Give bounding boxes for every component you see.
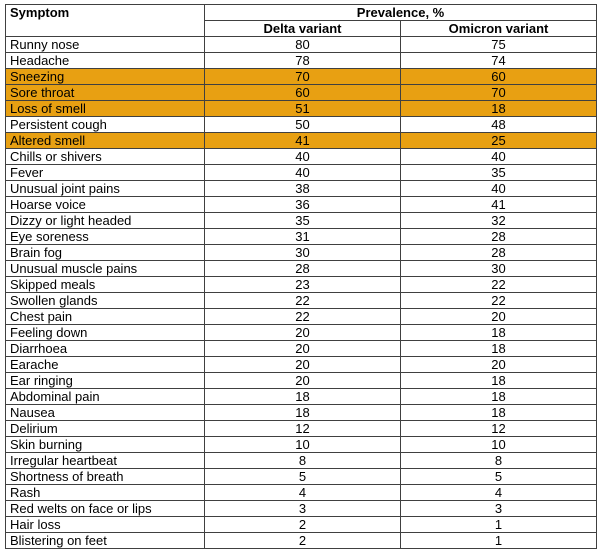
omicron-value-cell: 20 [401,309,597,325]
delta-value-cell: 18 [205,389,401,405]
table-row [6,245,597,261]
omicron-value-cell: 25 [401,133,597,149]
omicron-value-cell: 10 [401,437,597,453]
omicron-value-cell: 40 [401,181,597,197]
delta-value-cell: 20 [205,373,401,389]
table-row [6,69,597,85]
symptom-cell: Nausea [6,405,205,421]
symptom-cell: Unusual joint pains [6,181,205,197]
delta-value-cell: 12 [205,421,401,437]
omicron-value-cell: 5 [401,469,597,485]
symptom-cell: Red welts on face or lips [6,501,205,517]
symptom-prevalence-table [5,4,597,549]
omicron-value-cell: 41 [401,197,597,213]
delta-value-cell: 40 [205,165,401,181]
symptom-cell: Swollen glands [6,293,205,309]
delta-value-cell: 40 [205,149,401,165]
delta-value-cell: 8 [205,453,401,469]
omicron-value-cell: 30 [401,261,597,277]
symptom-cell: Sore throat [6,85,205,101]
symptom-cell: Ear ringing [6,373,205,389]
symptom-cell: Rash [6,485,205,501]
omicron-value-cell: 22 [401,293,597,309]
symptom-cell: Skipped meals [6,277,205,293]
symptom-table-container [5,4,597,549]
omicron-value-cell: 35 [401,165,597,181]
delta-value-cell: 20 [205,325,401,341]
table-row [6,85,597,101]
omicron-value-cell: 74 [401,53,597,69]
delta-value-cell: 20 [205,341,401,357]
omicron-value-cell: 18 [401,341,597,357]
delta-value-cell: 28 [205,261,401,277]
omicron-value-cell: 40 [401,149,597,165]
delta-value-cell: 22 [205,309,401,325]
table-row [6,325,597,341]
omicron-value-cell: 22 [401,277,597,293]
table-row [6,181,597,197]
delta-value-cell: 18 [205,405,401,421]
table-row [6,277,597,293]
omicron-variant-header: Omicron variant [401,21,597,37]
delta-value-cell: 78 [205,53,401,69]
table-row [6,197,597,213]
delta-value-cell: 2 [205,533,401,549]
omicron-value-cell: 18 [401,405,597,421]
symptom-cell: Chills or shivers [6,149,205,165]
header-row-top [6,5,597,21]
delta-value-cell: 38 [205,181,401,197]
delta-value-cell: 23 [205,277,401,293]
symptom-cell: Unusual muscle pains [6,261,205,277]
prevalence-header: Prevalence, % [205,5,597,21]
symptom-cell: Brain fog [6,245,205,261]
symptom-cell: Persistent cough [6,117,205,133]
omicron-value-cell: 18 [401,389,597,405]
table-row [6,293,597,309]
symptom-cell: Diarrhoea [6,341,205,357]
omicron-value-cell: 20 [401,357,597,373]
omicron-value-cell: 8 [401,453,597,469]
symptom-cell: Chest pain [6,309,205,325]
symptom-header: Symptom [6,5,205,37]
symptom-cell: Skin burning [6,437,205,453]
symptom-cell: Hair loss [6,517,205,533]
symptom-cell: Loss of smell [6,101,205,117]
delta-value-cell: 30 [205,245,401,261]
table-row [6,133,597,149]
omicron-value-cell: 18 [401,325,597,341]
table-row [6,501,597,517]
omicron-value-cell: 1 [401,517,597,533]
delta-value-cell: 41 [205,133,401,149]
symptom-cell: Runny nose [6,37,205,53]
omicron-value-cell: 12 [401,421,597,437]
table-row [6,389,597,405]
table-row [6,485,597,501]
table-row [6,165,597,181]
table-row [6,117,597,133]
symptom-cell: Hoarse voice [6,197,205,213]
omicron-value-cell: 28 [401,229,597,245]
delta-value-cell: 10 [205,437,401,453]
table-row [6,517,597,533]
omicron-value-cell: 4 [401,485,597,501]
omicron-value-cell: 18 [401,373,597,389]
delta-value-cell: 5 [205,469,401,485]
table-row [6,405,597,421]
table-row [6,309,597,325]
table-row [6,357,597,373]
table-row [6,533,597,549]
table-row [6,53,597,69]
omicron-value-cell: 18 [401,101,597,117]
table-row [6,437,597,453]
delta-value-cell: 3 [205,501,401,517]
omicron-value-cell: 75 [401,37,597,53]
delta-value-cell: 36 [205,197,401,213]
omicron-value-cell: 32 [401,213,597,229]
symptom-cell: Delirium [6,421,205,437]
delta-value-cell: 4 [205,485,401,501]
table-row [6,373,597,389]
symptom-cell: Blistering on feet [6,533,205,549]
symptom-cell: Headache [6,53,205,69]
table-row [6,261,597,277]
table-row [6,213,597,229]
omicron-value-cell: 70 [401,85,597,101]
delta-value-cell: 22 [205,293,401,309]
delta-value-cell: 51 [205,101,401,117]
delta-value-cell: 2 [205,517,401,533]
symptom-cell: Dizzy or light headed [6,213,205,229]
table-row [6,101,597,117]
table-row [6,421,597,437]
table-body [6,37,597,549]
symptom-cell: Eye soreness [6,229,205,245]
omicron-value-cell: 1 [401,533,597,549]
table-row [6,341,597,357]
table-row [6,149,597,165]
omicron-value-cell: 28 [401,245,597,261]
omicron-value-cell: 60 [401,69,597,85]
delta-variant-header: Delta variant [205,21,401,37]
omicron-value-cell: 48 [401,117,597,133]
symptom-cell: Altered smell [6,133,205,149]
symptom-cell: Feeling down [6,325,205,341]
delta-value-cell: 80 [205,37,401,53]
table-row [6,229,597,245]
delta-value-cell: 60 [205,85,401,101]
table-row [6,469,597,485]
delta-value-cell: 31 [205,229,401,245]
symptom-cell: Abdominal pain [6,389,205,405]
delta-value-cell: 70 [205,69,401,85]
symptom-cell: Shortness of breath [6,469,205,485]
symptom-cell: Irregular heartbeat [6,453,205,469]
delta-value-cell: 20 [205,357,401,373]
omicron-value-cell: 3 [401,501,597,517]
delta-value-cell: 35 [205,213,401,229]
symptom-cell: Sneezing [6,69,205,85]
delta-value-cell: 50 [205,117,401,133]
table-row [6,37,597,53]
table-row [6,453,597,469]
symptom-cell: Earache [6,357,205,373]
symptom-cell: Fever [6,165,205,181]
